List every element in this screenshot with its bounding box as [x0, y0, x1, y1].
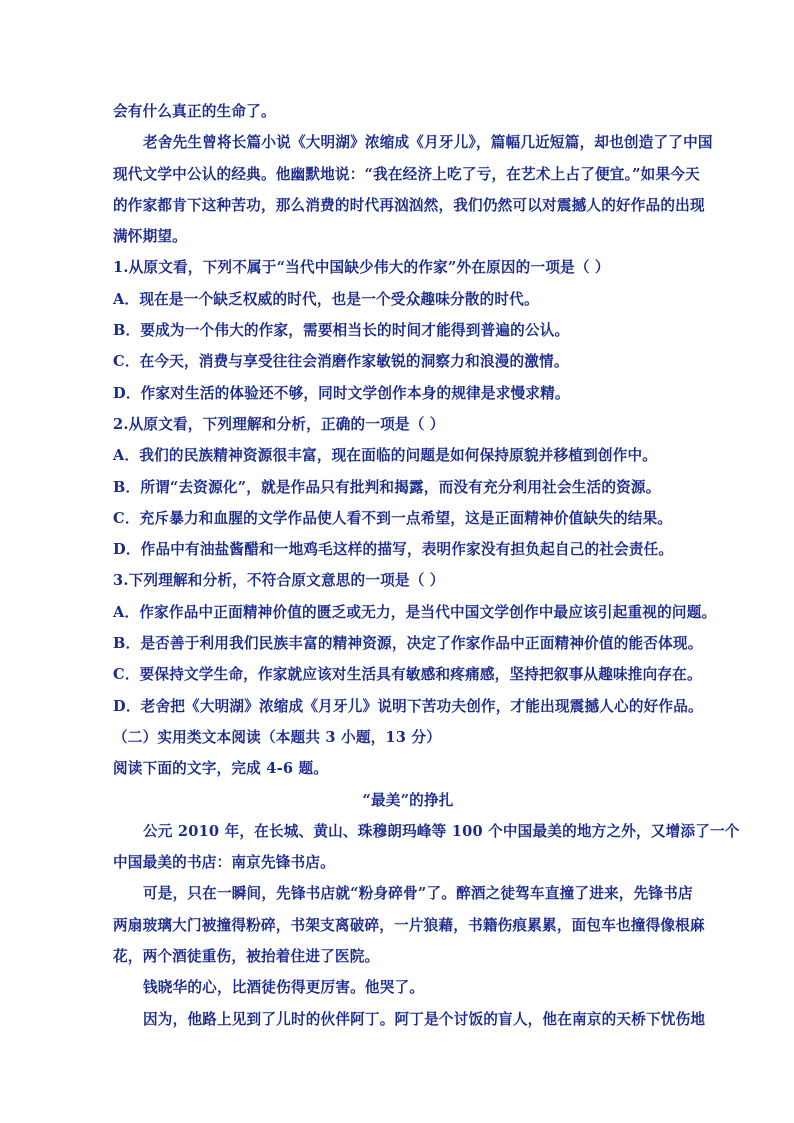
question-2-option-d: D．作品中有油盐酱醋和一地鸡毛这样的描写，表明作家没有担负起自己的社会责任。 [113, 541, 674, 559]
question-1-option-d: D．作家对生活的体验还不够，同时文学创作本身的规律是求慢求精。 [113, 384, 570, 402]
article-title: “最美”的挣扎 [362, 791, 454, 809]
text-line: 现代文学中公认的经典。他幽默地说：“我在经济上吃了亏，在艺术上占了便宜。”如果今天 [113, 165, 700, 183]
question-1-option-c: C．在今天，消费与享受往往会消磨作家敏锐的洞察力和浪漫的激情。 [113, 353, 569, 371]
question-3-option-d: D．老舍把《大明湖》浓缩成《月牙儿》说明下苦功夫创作，才能出现震撼人心的好作品。 [113, 697, 703, 715]
paragraph-first-line: 公元 2010 年，在长城、黄山、珠穆朗玛峰等 100 个中国最美的地方之外，又增添了一个 [143, 822, 740, 840]
text-line: 会有什么真正的生命了。 [113, 103, 276, 120]
document-page [113, 96, 740, 1035]
question-1: 1.从原文看，下列不属于“当代中国缺少伟大的作家”外在原因的一项是（ ） [113, 259, 610, 277]
question-3-option-b: B．是否善于利用我们民族丰富的精神资源，决定了作家作品中正面精神价值的能否体现。 [113, 635, 703, 653]
question-1-option-a: A．现在是一个缺乏权威的时代，也是一个受众趣味分散的时代。 [113, 290, 539, 308]
question-2: 2.从原文看，下列理解和分析，正确的一项是（ ） [113, 415, 445, 433]
question-2-option-c: C．充斥暴力和血腥的文学作品使人看不到一点希望，这是正面精神价值缺失的结果。 [113, 509, 673, 527]
question-3: 3.下列理解和分析，不符合原文意思的一项是（ ） [113, 572, 445, 590]
paragraph-first-line: 钱晓华的心，比酒徒伤得更厉害。他哭了。 [143, 979, 425, 997]
text-line: 两扇玻璃大门被撞得粉碎，书架支离破碎，一片狼藉，书籍伤痕累累，面包车也撞得像根麻 [113, 916, 705, 934]
text-line: 花，两个酒徒重伤，被抬着住进了医院。 [113, 948, 380, 966]
question-2-option-a: A．我们的民族精神资源很丰富，现在面临的问题是如何保持原貌并移植到创作中。 [113, 447, 658, 465]
text-line: 中国最美的书店：南京先锋书店。 [113, 854, 335, 872]
paragraph-first-line: 可是，只在一瞬间，先锋书店就“粉身碎骨”了。醉酒之徒驾车直撞了进来，先锋书店 [143, 885, 693, 903]
question-3-option-a: A．作家作品中正面精神价值的匮乏或无力，是当代中国文学创作中最应该引起重视的问题。 [113, 603, 717, 621]
question-3-option-c: C．要保持文学生命，作家就应该对生活具有敏感和疼痛感，坚持把叙事从趣味推向存在。 [113, 666, 702, 684]
section-instruction: 阅读下面的文字，完成 4-6 题。 [113, 760, 329, 778]
paragraph-first-line: 因为，他路上见到了儿时的伙伴阿丁。阿丁是个讨饭的盲人，他在南京的天桥下忧伤地 [143, 1010, 706, 1028]
question-2-option-b: B．所谓“去资源化”，就是作品只有批判和揭露，而没有充分利用社会生活的资源。 [113, 478, 661, 496]
text-line: 的作家都肯下这种苦功，那么消费的时代再汹汹然，我们仍然可以对震撼人的好作品的出现 [113, 196, 705, 214]
question-1-option-b: B．要成为一个伟大的作家，需要相当长的时间才能得到普遍的公认。 [113, 322, 570, 340]
section-heading: （二）实用类文本阅读（本题共 3 小题，13 分） [113, 728, 441, 746]
paragraph-first-line: 老舍先生曾将长篇小说《大明湖》浓缩成《月牙儿》，篇幅几近短篇，却也创造了了中国 [143, 134, 713, 152]
text-line: 满怀期望。 [113, 228, 187, 246]
